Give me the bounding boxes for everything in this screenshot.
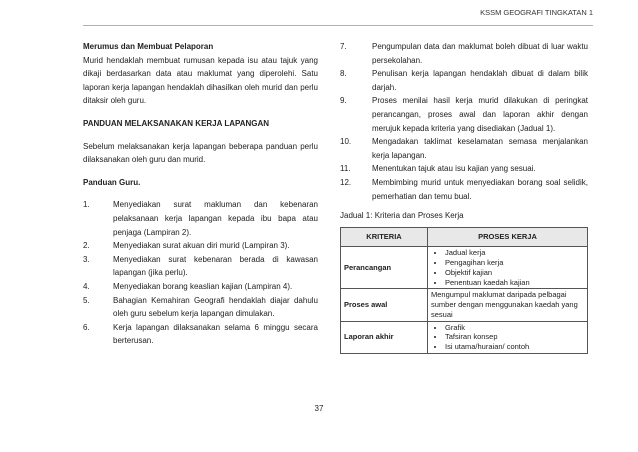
list-text: Menentukan tajuk atau isu kajian yang sesuai. [372, 164, 536, 174]
table-caption: Jadual 1: Kriteria dan Proses Kerja [340, 211, 464, 221]
bullet-list [431, 248, 584, 287]
list-item [83, 253, 318, 280]
criteria-cell: Laporan akhir [341, 321, 428, 353]
list-item [83, 198, 318, 239]
table-row [341, 247, 588, 289]
list-item [340, 94, 588, 135]
list-number: 6. [83, 322, 90, 332]
header-rule [83, 25, 593, 26]
criteria-cell: Proses awal [341, 289, 428, 321]
list-text: Pengumpulan data dan maklumat boleh dibuat di luar waktu persekolahan. [372, 42, 588, 65]
left-column [83, 40, 318, 348]
list-text: Menyediakan borang keaslian kajian (Lampiran 4). [113, 281, 293, 291]
bullet-item: • Objektif kajian [445, 268, 584, 278]
bullet-item: • Grafik [445, 323, 584, 333]
heading-merumus: Merumus dan Membuat Pelaporan [83, 42, 214, 51]
list-number: 9. [340, 96, 347, 106]
column-header-kriteria: KRITERIA [341, 227, 428, 247]
bullet-item: • Penentuan kaedah kajian [445, 278, 584, 288]
list-number: 12. [340, 177, 352, 187]
list-text: Kerja lapangan dilaksanakan selama 6 minggu secara berterusan. [113, 322, 318, 346]
list-text: Bahagian Kemahiran Geografi hendaklah diajar dahulu oleh guru sebelum kerja lapangan dimulakan. [113, 295, 318, 319]
right-column [340, 40, 588, 354]
list-number: 2. [83, 241, 90, 251]
list-number: 7. [340, 42, 347, 51]
list-item [340, 40, 588, 67]
bullet-item: • Tafsiran konsep [445, 332, 584, 342]
list-text: Menyediakan surat akuan diri murid (Lampiran 3). [113, 241, 290, 251]
running-header: KSSM GEOGRAFI TINGKATAN 1 [480, 8, 593, 17]
list-text: Proses menilai hasil kerja murid dilakukan di peringkat perancangan, proses awal dan laporan akhir dengan merujuk kepada kriteria yang disediakan (Jadual 1). [372, 96, 588, 133]
table-row [341, 321, 588, 353]
bullet-list [431, 323, 584, 352]
criteria-cell: Perancangan [341, 247, 428, 289]
list-number: 1. [83, 200, 90, 210]
process-cell [428, 321, 588, 353]
list-number: 4. [83, 281, 90, 291]
list-text: Menyediakan surat kebenaran berada di kawasan lapangan (jika perlu). [113, 254, 318, 278]
list-item [83, 280, 318, 294]
list-item [83, 294, 318, 321]
list-item [83, 239, 318, 253]
list-number: 5. [83, 295, 90, 305]
list-number: 10. [340, 137, 352, 147]
bullet-item: • Jadual kerja [445, 248, 584, 258]
list-item [340, 67, 588, 94]
criteria-table [340, 227, 588, 354]
list-number: 11. [340, 164, 351, 174]
list-number: 3. [83, 254, 90, 264]
list-number: 8. [340, 69, 347, 79]
heading-panduan: PANDUAN MELAKSANAKAN KERJA LAPANGAN [83, 118, 270, 128]
process-cell [428, 247, 588, 289]
paragraph-merumus: Murid hendaklah membuat rumusan kepada isu atau tajuk yang dikaji berdasarkan data atau maklumat yang diperolehi. Satu laporan kerja lapangan hendaklah dihasilkan oleh murid dan perlu ditaksir oleh guru. [83, 55, 318, 106]
column-header-proses-kerja: PROSES KERJA [428, 227, 588, 247]
list-item [340, 176, 588, 203]
list-item [340, 162, 588, 176]
list-text: Mengadakan taklimat keselamatan semasa menjalankan kerja lapangan. [372, 137, 588, 160]
list-text: Menyediakan surat makluman dan kebenaran pelaksanaan kerja lapangan kepada ibu bapa atau penjaga (Lampiran 2). [113, 200, 318, 237]
table-header-row [341, 227, 588, 247]
list-item [340, 135, 588, 162]
bullet-item: • Pengagihan kerja [445, 258, 584, 268]
list-item [83, 321, 318, 348]
list-text: Membimbing murid untuk menyediakan borang soal selidik, pemerhatian dan temu bual. [372, 177, 588, 201]
process-cell: Mengumpul maklumat daripada pelbagai sumber dengan menggunakan kaedah yang sesuai [428, 289, 588, 321]
list-text: Penulisan kerja lapangan hendaklah dibuat di dalam bilik darjah. [372, 69, 588, 92]
bullet-item: • Isi utama/huraian/ contoh [445, 342, 584, 352]
page-number: 37 [314, 404, 324, 413]
table-row [341, 289, 588, 321]
heading-panduan-guru: Panduan Guru. [83, 177, 141, 187]
paragraph-panduan: Sebelum melaksanakan kerja lapangan beberapa panduan perlu dilaksanakan oleh guru dan murid. [83, 141, 318, 165]
